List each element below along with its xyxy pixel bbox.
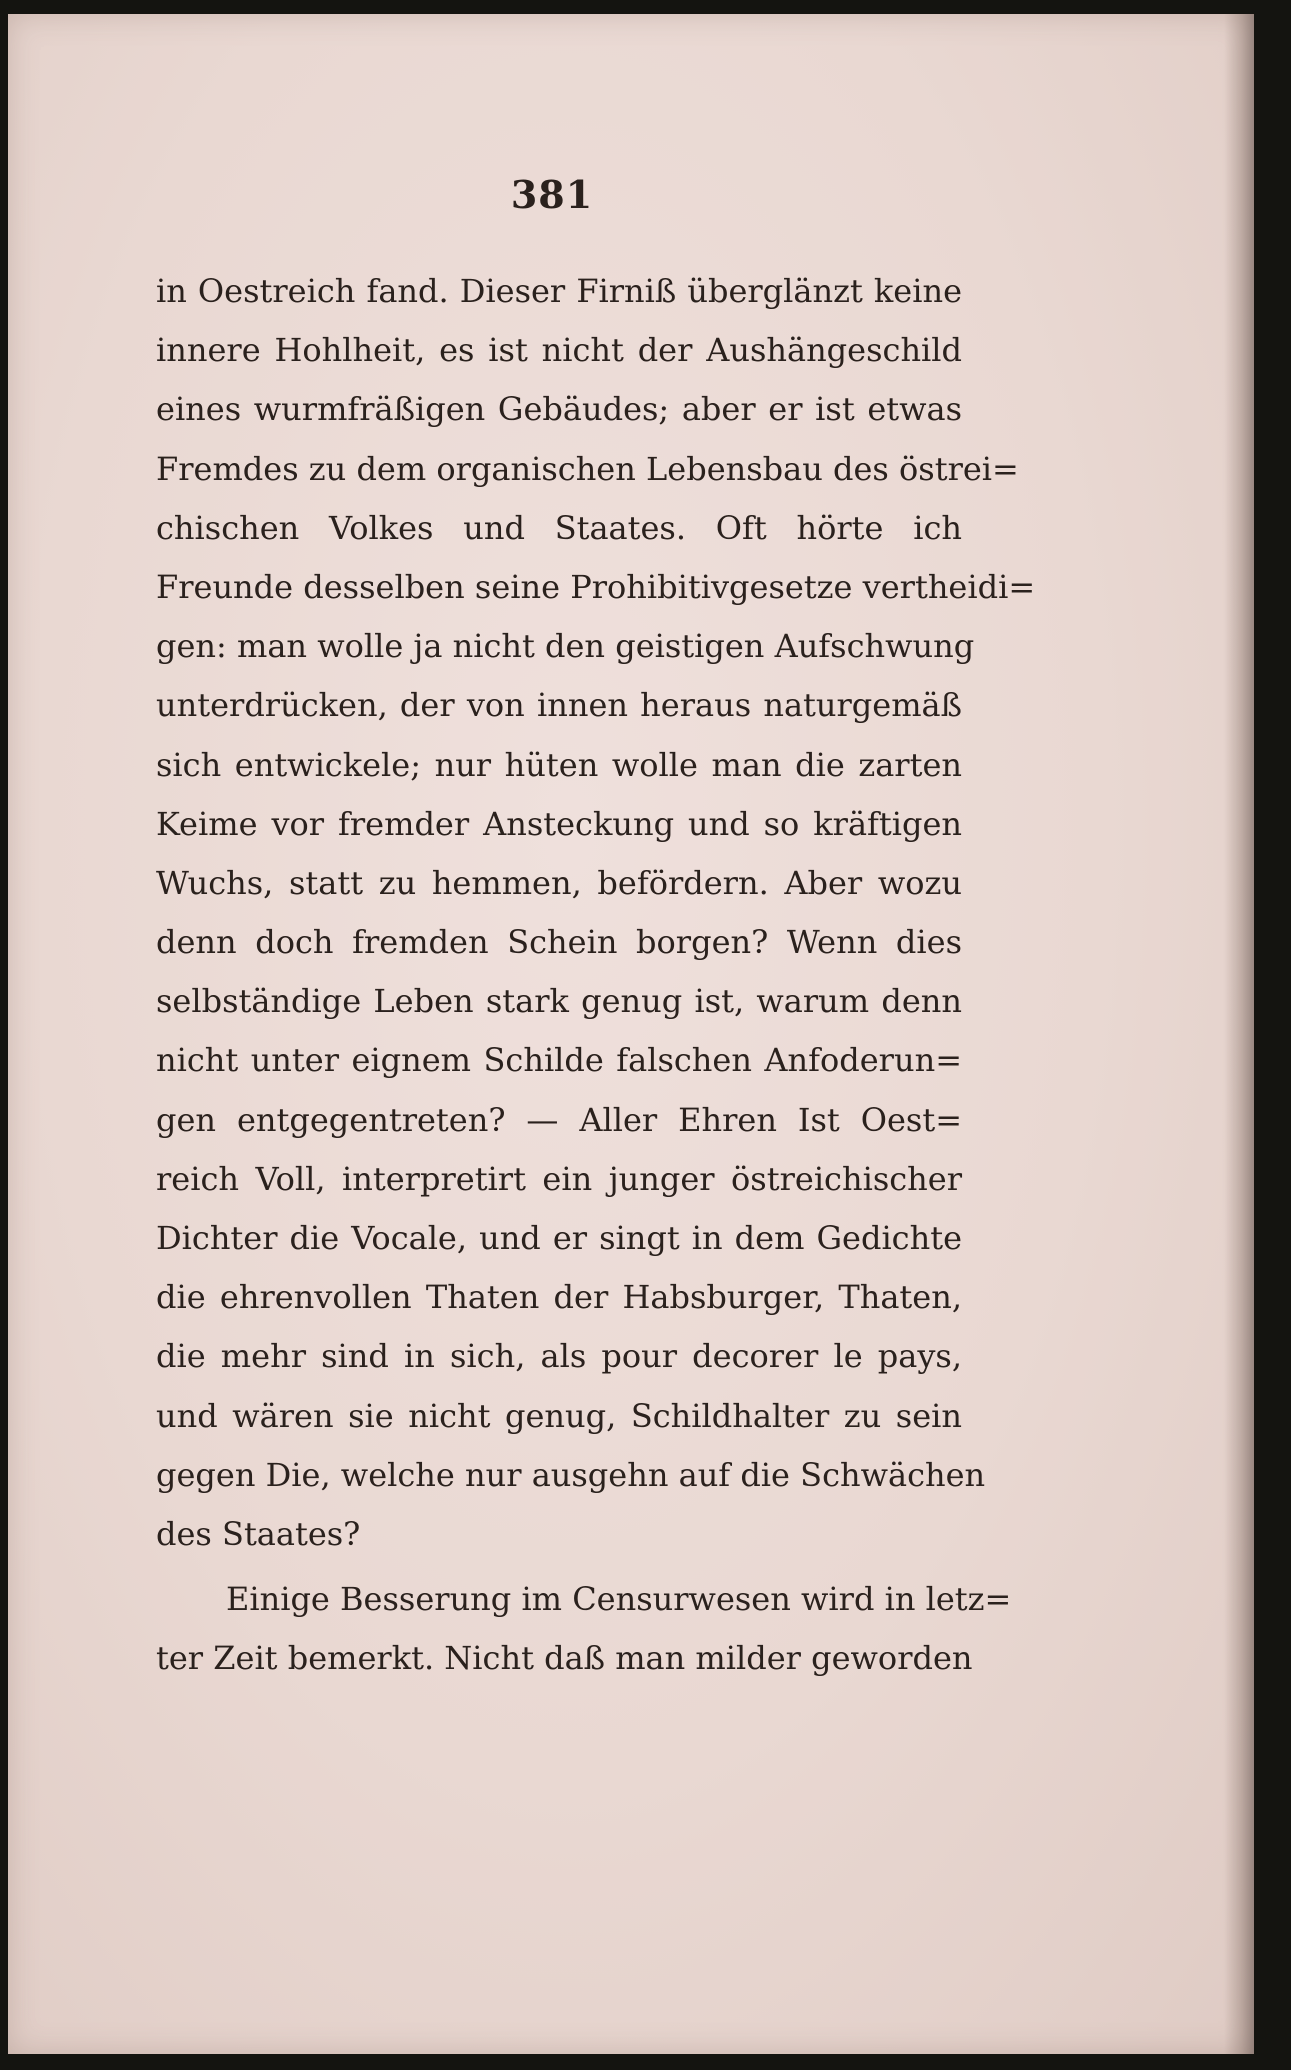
text-line: eines wurmfräßigen Gebäudes; aber er ist etwas [156,390,962,429]
text-line: selbständige Leben stark genug ist, warum denn [156,982,962,1021]
text-line: in Oestreich fand. Dieser Firniß überglänzt keine [156,272,962,310]
text-line: Fremdes zu dem organischen Lebensbau des östrei= [156,449,1019,488]
text-line: innere Hohlheit, es ist nicht der Aushängeschild [156,331,962,370]
text-line: Dichter die Vocale, und er singt in dem Gedichte [156,1219,962,1257]
text-line: gen: man wolle ja nicht den geistigen Aufschwung [156,627,975,666]
text-line: reich Voll, interpretirt ein junger östreichischer [156,1159,962,1198]
book-page [8,14,1254,2054]
text-line: sich entwickele; nur hüten wolle man die zarten [156,745,962,784]
page-edge-shadow [1224,14,1254,2054]
text-line: Einige Besserung im Censurwesen wird in letz= [226,1580,1012,1619]
text-line: die ehrenvollen Thaten der Habsburger, Thaten, [156,1278,962,1317]
text-line: gen entgegentreten? — Aller Ehren Ist Oest= [156,1100,962,1139]
text-line: denn doch fremden Schein borgen? Wenn dies [156,923,962,962]
text-line: Freunde desselben seine Prohibitivgesetze vertheidi= [156,567,1036,606]
text-line: die mehr sind in sich, als pour decorer le pays, [156,1337,962,1376]
text-line: unterdrücken, der von innen heraus naturgemäß [156,686,962,725]
page-number: 381 [510,172,594,217]
text-line: gegen Die, welche nur ausgehn auf die Schwächen [156,1455,986,1494]
text-line: chischen Volkes und Staates. Oft hörte ich [156,508,962,547]
text-line: nicht unter eignem Schilde falschen Anfoderun= [156,1041,962,1080]
text-line: Wuchs, statt zu hemmen, befördern. Aber wozu [156,863,962,902]
body-text [156,262,1036,1689]
text-line: Keime vor fremder Ansteckung und so kräftigen [156,804,962,843]
text-line: des Staates? [156,1514,361,1553]
text-line: ter Zeit bemerkt. Nicht daß man milder geworden [156,1639,973,1678]
text-line: und wären sie nicht genug, Schildhalter zu sein [156,1396,962,1435]
